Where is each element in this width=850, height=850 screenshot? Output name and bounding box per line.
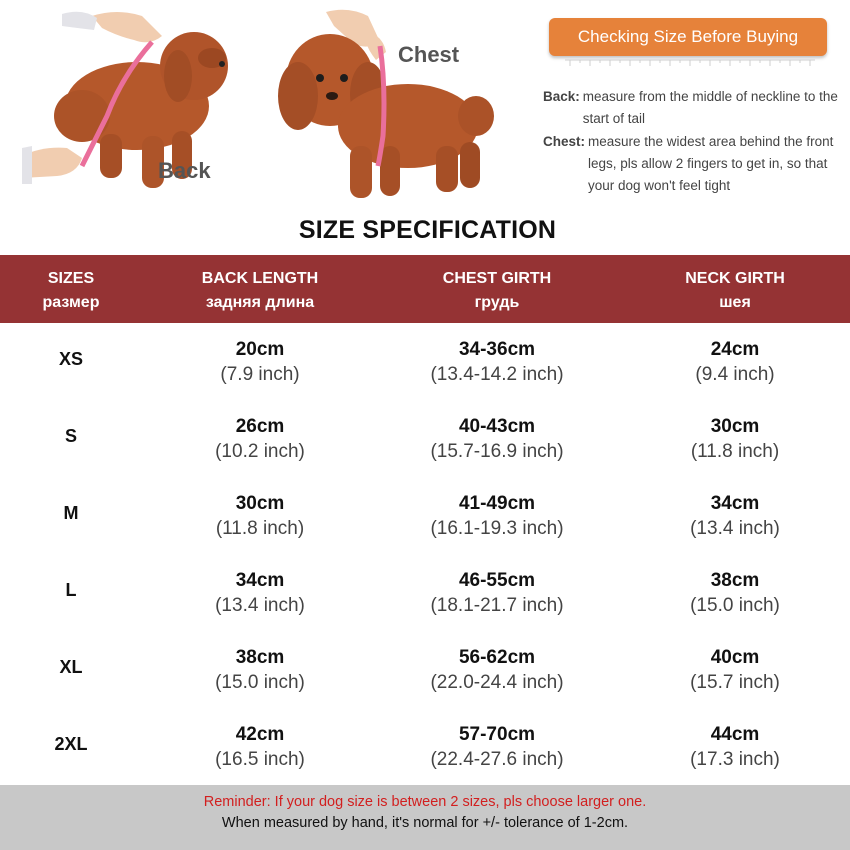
header-back-length-en: BACK LENGTH [201, 270, 319, 287]
chest-girth-inch: (22.4-27.6 inch) [430, 749, 564, 770]
header-chest-girth-ru: грудь [474, 294, 520, 311]
back-length-cell [142, 568, 378, 618]
back-length-cm: 42cm [235, 724, 285, 745]
chest-girth-inch: (16.1-19.3 inch) [430, 518, 564, 539]
header-sizes-en: SIZES [47, 270, 95, 287]
back-length-cell [142, 722, 378, 772]
table-row [0, 323, 850, 400]
note-back-key: Back: [543, 89, 580, 104]
neck-girth-inch: (17.3 inch) [690, 749, 780, 770]
header-chest-girth [378, 267, 616, 315]
header-neck-girth-ru: шея [719, 294, 751, 311]
note-chest-key: Chest: [543, 134, 586, 149]
chest-girth-cm: 34-36cm [458, 339, 536, 360]
header-chest-girth-en: CHEST GIRTH [442, 270, 552, 287]
header-sizes [0, 267, 142, 315]
neck-girth-cell [616, 491, 850, 541]
table-row [0, 400, 850, 477]
back-length-cm: 20cm [235, 339, 285, 360]
back-length-inch: (11.8 inch) [215, 518, 305, 539]
neck-girth-cell [616, 645, 850, 695]
size-cell: S [64, 426, 77, 446]
measuring-notes [543, 86, 843, 197]
chest-girth-inch: (18.1-21.7 inch) [430, 595, 564, 616]
measuring-guide [0, 0, 850, 210]
header-back-length-ru: задняя длина [205, 294, 315, 311]
back-length-inch: (16.5 inch) [215, 749, 305, 770]
neck-girth-cell [616, 337, 850, 387]
note-chest-text: measure the widest area behind the front legs, pls allow 2 fingers to get in, so that your dog won't feel tight [588, 134, 834, 193]
chest-girth-cm: 41-49cm [458, 493, 536, 514]
dog-chest-measure-photo [268, 6, 518, 206]
chest-girth-cell [378, 568, 616, 618]
chest-girth-cell [378, 645, 616, 695]
back-length-cell [142, 414, 378, 464]
chest-girth-inch: (15.7-16.9 inch) [430, 441, 564, 462]
chest-girth-cm: 57-70cm [458, 724, 536, 745]
chest-girth-cm: 40-43cm [458, 416, 536, 437]
header-sizes-ru: размер [42, 294, 100, 311]
chest-girth-cm: 56-62cm [458, 647, 536, 668]
back-length-inch: (7.9 inch) [220, 364, 300, 385]
back-length-cm: 30cm [235, 493, 285, 514]
table-header [0, 255, 850, 323]
header-neck-girth-en: NECK GIRTH [685, 270, 785, 287]
size-cell: XL [59, 657, 83, 677]
neck-girth-cell [616, 568, 850, 618]
back-length-cm: 38cm [235, 647, 285, 668]
back-length-cell [142, 491, 378, 541]
chest-girth-cell [378, 722, 616, 772]
back-length-cell [142, 337, 378, 387]
table-row [0, 554, 850, 631]
chest-girth-inch: (13.4-14.2 inch) [430, 364, 564, 385]
neck-girth-inch: (9.4 inch) [695, 364, 775, 385]
neck-girth-inch: (15.0 inch) [690, 595, 780, 616]
neck-girth-cm: 34cm [710, 493, 760, 514]
checking-size-banner: Checking Size Before Buying [549, 18, 827, 56]
size-specification-title: SIZE SPECIFICATION [298, 216, 557, 244]
size-cell: M [63, 503, 79, 523]
note-back [543, 86, 843, 130]
neck-girth-cm: 24cm [710, 339, 760, 360]
size-cell: XS [58, 349, 83, 369]
neck-girth-cm: 40cm [710, 647, 760, 668]
back-length-inch: (10.2 inch) [215, 441, 305, 462]
ruler-icon [565, 59, 815, 71]
dog-back-measure-photo [22, 6, 252, 206]
table-body [0, 323, 850, 785]
neck-girth-cell [616, 414, 850, 464]
back-length-inch: (15.0 inch) [215, 672, 305, 693]
back-length-inch: (13.4 inch) [215, 595, 305, 616]
chest-girth-cell [378, 337, 616, 387]
size-cell: L [65, 580, 77, 600]
footer-notice [0, 785, 850, 850]
back-label: Back [158, 158, 211, 183]
neck-girth-cm: 44cm [710, 724, 760, 745]
neck-girth-cell [616, 722, 850, 772]
chest-label: Chest [398, 42, 460, 67]
chest-girth-inch: (22.0-24.4 inch) [430, 672, 564, 693]
header-neck-girth [616, 267, 850, 315]
note-back-text: measure from the middle of neckline to the start of tail [582, 89, 838, 126]
reminder-text: Reminder: If your dog size is between 2 sizes, pls choose larger one. [203, 794, 647, 810]
neck-girth-inch: (13.4 inch) [690, 518, 780, 539]
table-row [0, 631, 850, 708]
back-length-cm: 34cm [235, 570, 285, 591]
neck-girth-inch: (11.8 inch) [690, 441, 780, 462]
neck-girth-inch: (15.7 inch) [690, 672, 780, 693]
table-row [0, 708, 850, 785]
back-length-cell [142, 645, 378, 695]
neck-girth-cm: 38cm [710, 570, 760, 591]
chest-girth-cell [378, 491, 616, 541]
tolerance-text: When measured by hand, it's normal for +/- tolerance of 1-2cm. [221, 815, 629, 831]
note-chest [543, 131, 843, 197]
chest-girth-cm: 46-55cm [458, 570, 536, 591]
header-back-length [142, 267, 378, 315]
chest-girth-cell [378, 414, 616, 464]
size-cell: 2XL [54, 734, 88, 754]
table-row [0, 477, 850, 554]
neck-girth-cm: 30cm [710, 416, 760, 437]
back-length-cm: 26cm [235, 416, 285, 437]
